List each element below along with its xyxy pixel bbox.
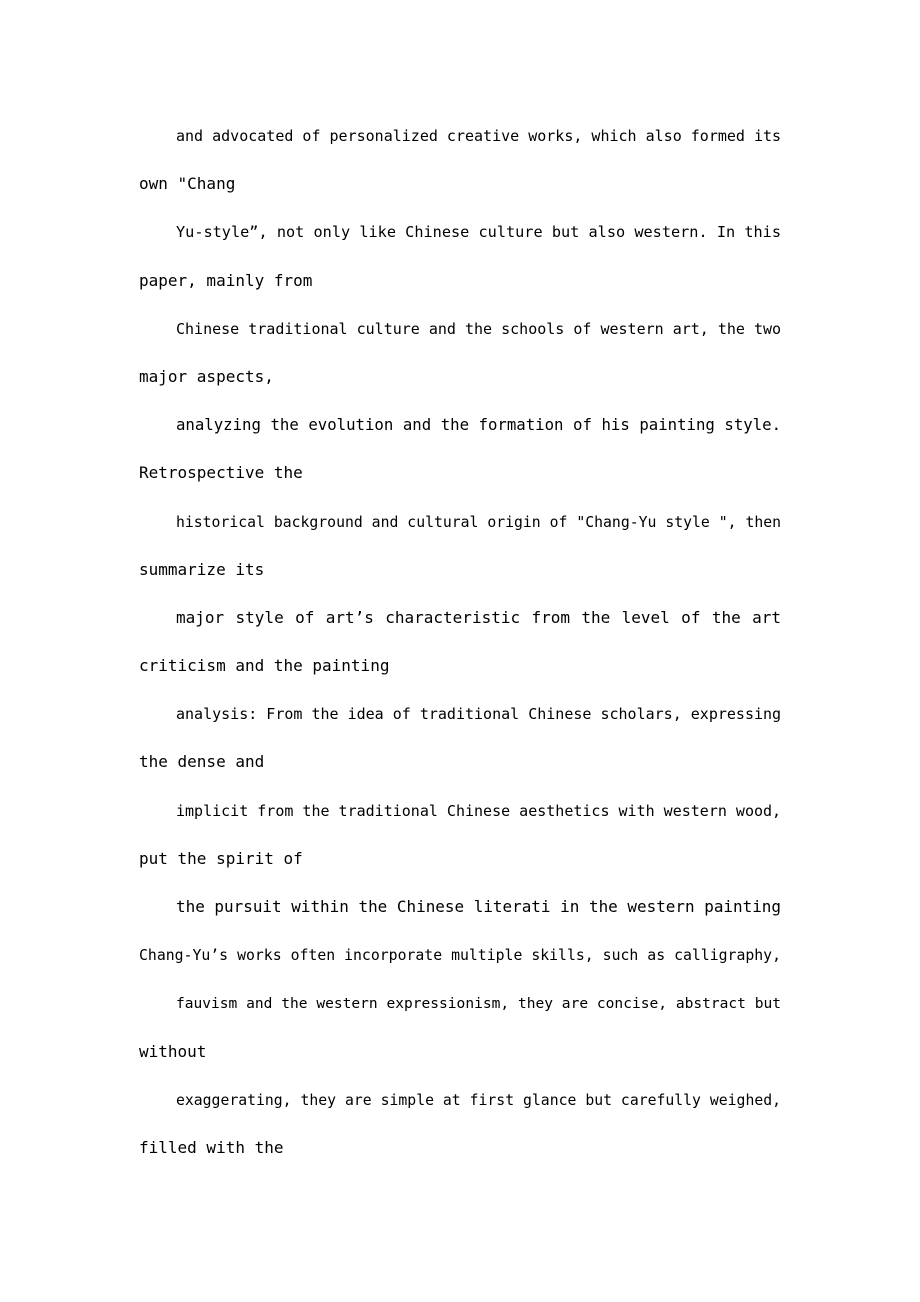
text-line: paper, mainly from [139, 270, 313, 290]
text-line: Retrospective the [139, 463, 303, 483]
text-line: the dense and [139, 752, 265, 772]
text-line: criticism and the painting [139, 656, 390, 676]
text-line: summarize its [139, 559, 265, 579]
body-text [139, 112, 781, 1172]
text-line: without [139, 1041, 207, 1061]
text-line: fauvism and the western expressionism, they are concise, abstract but [176, 995, 781, 1013]
text-line: put the spirit of [139, 848, 303, 868]
text-line: the pursuit within the Chinese literati in the western painting [176, 897, 781, 916]
text-line: analysis: From the idea of traditional Chinese scholars, expressing [176, 705, 782, 724]
text-line: Chang-Yu’s works often incorporate multiple skills, such as calligraphy, [139, 947, 781, 965]
text-line: Chinese traditional culture and the schools of western art, the two [176, 319, 782, 338]
text-line: filled with the [139, 1137, 284, 1157]
text-line: implicit from the traditional Chinese aesthetics with western wood, [176, 801, 782, 820]
text-line: major aspects, [139, 366, 274, 386]
text-line: exaggerating, they are simple at first glance but carefully weighed, [176, 1091, 781, 1109]
text-line: historical background and cultural origin of "Chang-Yu style ", then [176, 513, 781, 531]
text-line: own "Chang [139, 174, 236, 194]
text-line: Yu-style”, not only like Chinese culture but also western. In this [176, 223, 781, 242]
text-line: analyzing the evolution and the formation of his painting style. [176, 415, 781, 435]
text-line: and advocated of personalized creative works, which also formed its [176, 127, 782, 145]
text-line: major style of art’s characteristic from the level of the art [176, 607, 781, 627]
